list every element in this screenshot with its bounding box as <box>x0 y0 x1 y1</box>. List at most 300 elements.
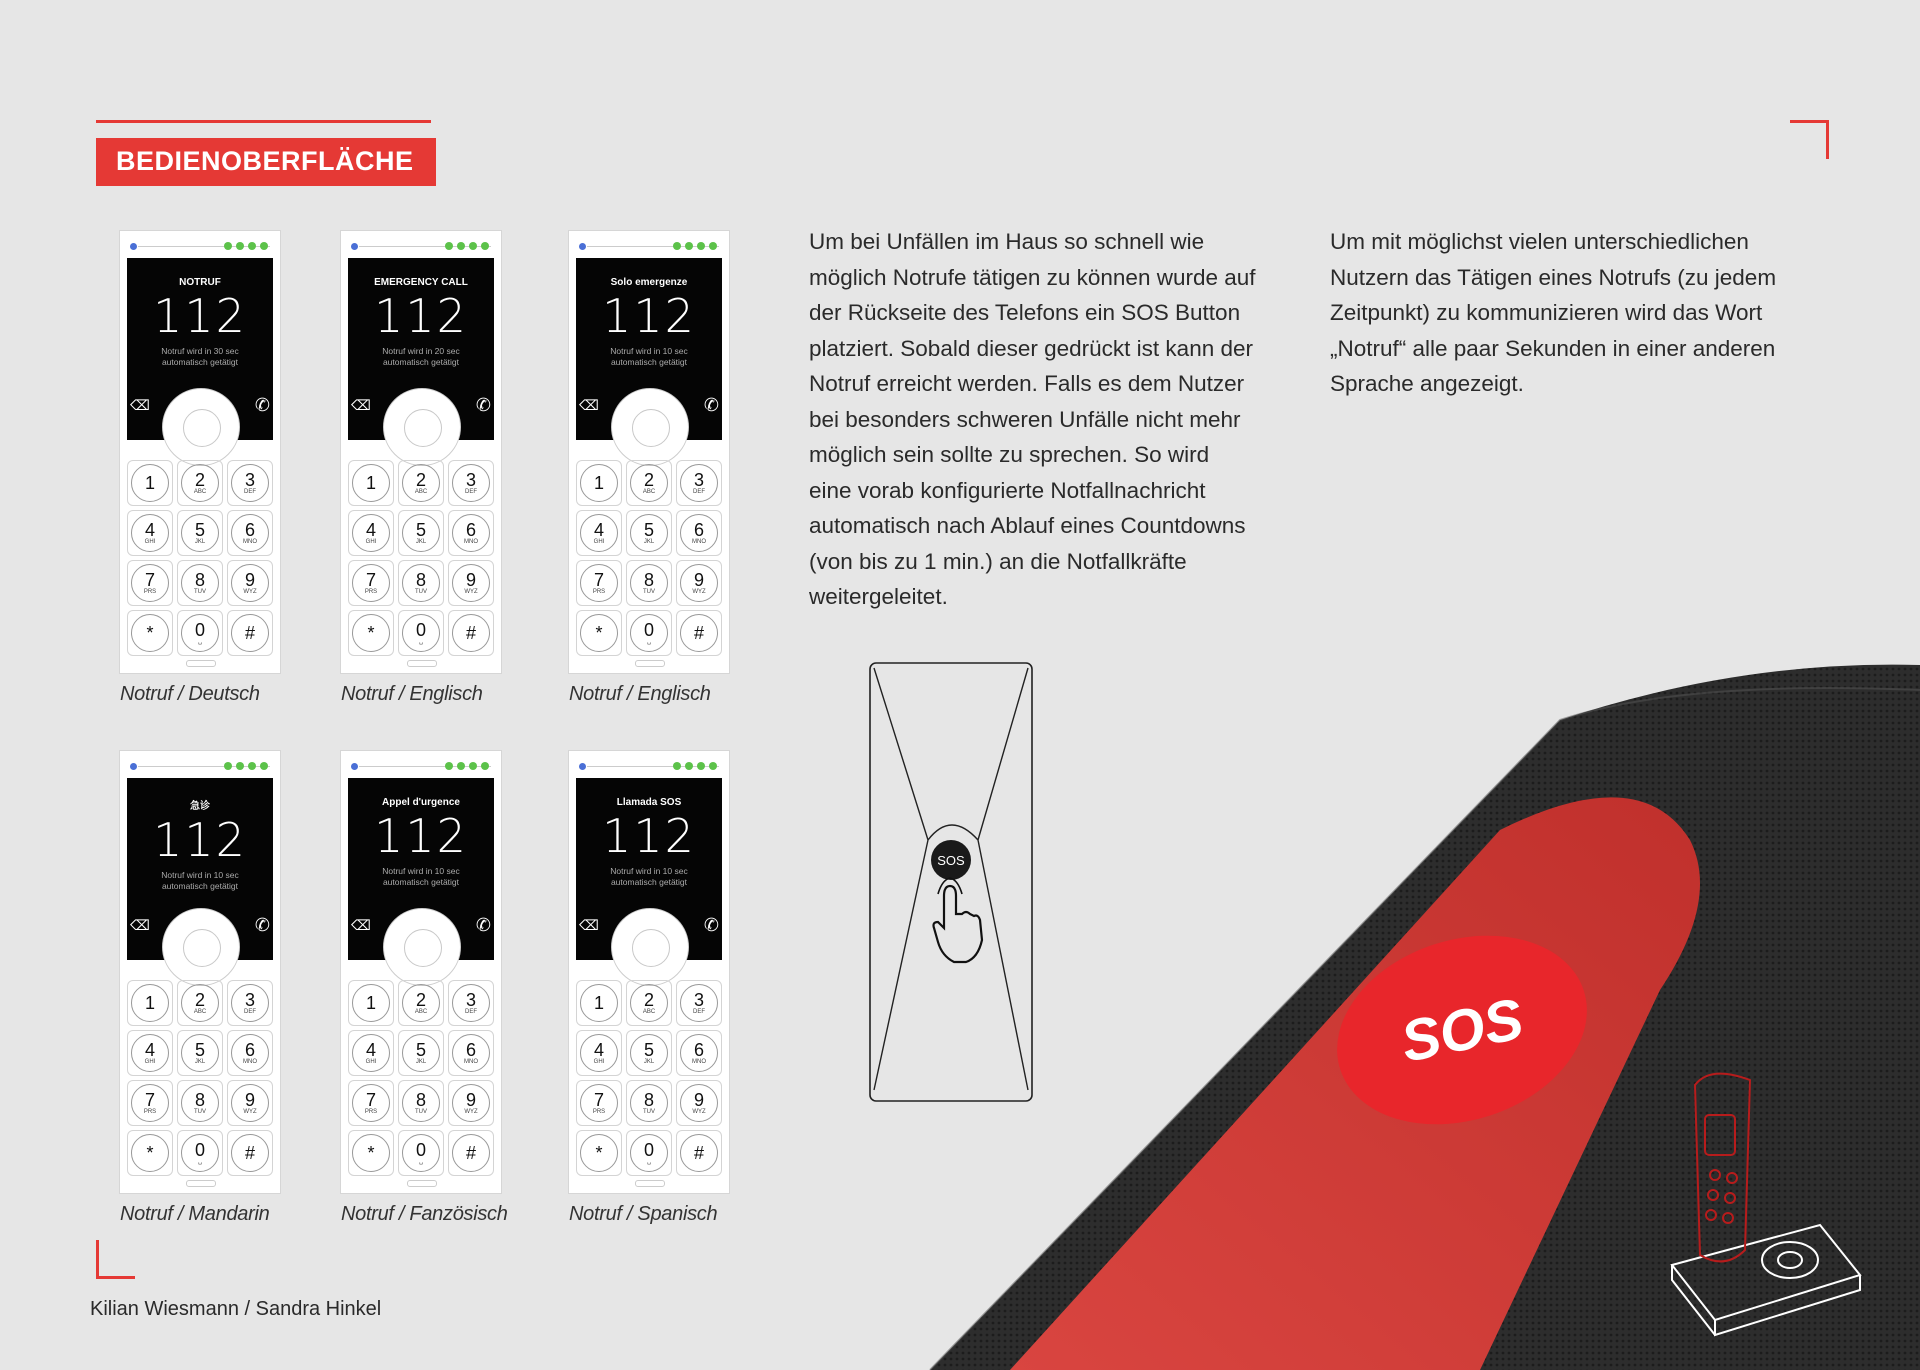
keypad-key <box>348 460 394 506</box>
key-digit: 6 <box>465 1039 476 1060</box>
keypad-key <box>448 1030 494 1076</box>
key-digit: 0 <box>415 1139 426 1160</box>
keypad-key <box>398 980 444 1026</box>
title-accent-line <box>96 120 431 123</box>
key-letters: ABC <box>193 488 207 495</box>
emergency-number: 112 <box>153 813 247 867</box>
text-line: bei besonders schweren Unfälle nicht mehr <box>809 406 1241 432</box>
phone-screen-mockup <box>120 751 280 1193</box>
key-letters: MNO <box>464 538 478 545</box>
text-line: eine vorab konfigurierte Notfallnachricht <box>809 477 1206 503</box>
key-letters: WYZ <box>464 1108 478 1115</box>
key-letters: ABC <box>642 1008 656 1015</box>
key-digit: 4 <box>593 1039 604 1060</box>
keypad-key <box>348 1080 394 1126</box>
emergency-label: Appel d'urgence <box>382 797 460 808</box>
corner-mark-top-right <box>1790 120 1829 159</box>
key-letters: GHI <box>593 538 605 545</box>
text-line: Sprache angezeigt. <box>1330 371 1524 396</box>
keypad-key <box>177 610 223 656</box>
key-letters: DEF <box>244 1008 256 1015</box>
key-letters: WYZ <box>692 1108 706 1115</box>
text-line: weitergeleitet. <box>809 584 948 609</box>
status-dots <box>445 762 489 770</box>
key-digit: 4 <box>144 1039 155 1060</box>
keypad-key <box>448 460 494 506</box>
phone-screen-mockup <box>341 751 501 1193</box>
key-digit: 8 <box>643 1089 654 1110</box>
text-line: möglich Notrufe tätigen zu können wurde auf <box>809 264 1256 290</box>
text-column-left <box>809 224 1256 615</box>
emergency-label: EMERGENCY CALL <box>374 277 468 288</box>
phone-call-icon: ✆ <box>254 395 270 415</box>
backspace-icon: ⌫ <box>130 917 150 933</box>
key-letters: ABC <box>414 1008 428 1015</box>
key-digit: 1 <box>144 993 155 1013</box>
keypad-key <box>626 460 672 506</box>
key-digit: 0 <box>194 619 205 640</box>
countdown-hint <box>576 346 722 368</box>
key-digit: 1 <box>593 473 604 493</box>
hand-pointer-icon <box>934 878 983 962</box>
keypad-key <box>127 610 173 656</box>
phone-call-icon: ✆ <box>703 395 719 415</box>
camera-dot-icon <box>579 243 586 250</box>
countdown-line: automatisch getätigt <box>610 357 688 367</box>
key-digit: 5 <box>415 1039 426 1060</box>
phone-call-icon: ✆ <box>703 915 719 935</box>
keypad-key <box>576 1130 622 1176</box>
countdown-line: Notruf wird in 10 sec <box>161 870 239 880</box>
key-letters: ABC <box>414 488 428 495</box>
key-letters: WYZ <box>243 1108 257 1115</box>
key-digit: 9 <box>465 569 476 590</box>
keypad-key <box>576 980 622 1026</box>
key-digit: * <box>595 1143 603 1163</box>
countdown-hint <box>127 346 273 368</box>
navigation-wheel <box>383 388 461 466</box>
status-dots <box>445 242 489 250</box>
key-letters: PRS <box>364 588 378 595</box>
countdown-hint <box>348 346 494 368</box>
status-dots <box>224 242 268 250</box>
keypad-key <box>127 1130 173 1176</box>
text-line: möglich sein sollte zu sprechen. So wird <box>809 442 1210 467</box>
keypad-key <box>127 460 173 506</box>
key-letters: DEF <box>693 488 705 495</box>
keypad-key <box>348 980 394 1026</box>
corner-mark-bottom-left <box>96 1240 135 1279</box>
keypad-key <box>177 980 223 1026</box>
keypad-key <box>177 560 223 606</box>
keypad-key <box>576 460 622 506</box>
key-letters: WYZ <box>243 588 257 595</box>
key-letters: PRS <box>592 588 606 595</box>
sos-back-sketch <box>866 660 1036 1105</box>
keypad-key <box>676 1080 722 1126</box>
key-digit: 9 <box>693 1089 704 1110</box>
key-digit: 7 <box>365 1089 376 1110</box>
key-digit: 2 <box>643 989 654 1010</box>
keypad-key <box>448 1080 494 1126</box>
countdown-line: Notruf wird in 30 sec <box>161 346 239 356</box>
phone-screen-mockup <box>569 751 729 1193</box>
text-line: der Rückseite des Telefons ein SOS Button <box>809 300 1241 325</box>
keypad-key <box>676 460 722 506</box>
key-digit: 7 <box>365 569 376 590</box>
key-letters: TUV <box>194 588 206 595</box>
key-digit: 1 <box>365 473 376 493</box>
key-digit: 1 <box>365 993 376 1013</box>
navigation-wheel <box>162 908 240 986</box>
key-digit: 0 <box>194 1139 205 1160</box>
key-letters: PRS <box>592 1108 606 1115</box>
keypad-key <box>348 560 394 606</box>
key-digit: 0 <box>415 619 426 640</box>
phone-call-icon: ✆ <box>475 395 491 415</box>
key-digit: 6 <box>465 519 476 540</box>
key-digit: 7 <box>144 1089 155 1110</box>
sos-button-photo-label: SOS <box>1395 985 1529 1076</box>
key-digit: 9 <box>244 569 255 590</box>
emergency-number: 112 <box>602 289 696 343</box>
keypad-key <box>227 1130 273 1176</box>
keypad-key <box>127 560 173 606</box>
keypad-key <box>177 1130 223 1176</box>
keypad <box>576 460 722 656</box>
emergency-label: 急诊 <box>190 801 210 812</box>
phone-caption: Notruf / Fanzösisch <box>341 1203 508 1225</box>
key-letters: JKL <box>194 1058 206 1065</box>
emergency-label: NOTRUF <box>179 277 221 288</box>
key-digit: 8 <box>643 569 654 590</box>
key-digit: 4 <box>593 519 604 540</box>
key-letters: DEF <box>465 1008 477 1015</box>
backspace-icon: ⌫ <box>351 917 371 933</box>
key-letters: TUV <box>194 1108 206 1115</box>
key-letters: TUV <box>415 1108 427 1115</box>
status-dots <box>673 242 717 250</box>
home-indicator <box>407 660 437 667</box>
key-digit: 1 <box>144 473 155 493</box>
key-digit: # <box>465 1143 476 1163</box>
key-letters: DEF <box>693 1008 705 1015</box>
key-letters: JKL <box>643 1058 655 1065</box>
keypad-key <box>576 610 622 656</box>
key-letters: ␣ <box>419 638 423 645</box>
keypad-key <box>676 510 722 556</box>
countdown-line: automatisch getätigt <box>382 357 460 367</box>
key-letters: GHI <box>593 1058 605 1065</box>
key-letters: GHI <box>144 538 156 545</box>
camera-dot-icon <box>351 243 358 250</box>
navigation-wheel <box>383 908 461 986</box>
backspace-icon: ⌫ <box>130 397 150 413</box>
key-digit: 5 <box>415 519 426 540</box>
home-indicator <box>407 1180 437 1187</box>
key-digit: 2 <box>643 469 654 490</box>
key-digit: * <box>146 1143 154 1163</box>
status-dots <box>224 762 268 770</box>
key-digit: 5 <box>643 519 654 540</box>
key-letters: ␣ <box>647 1158 651 1165</box>
keypad-key <box>626 510 672 556</box>
camera-dot-icon <box>351 763 358 770</box>
key-digit: 2 <box>194 989 205 1010</box>
keypad-key <box>348 1130 394 1176</box>
key-letters: TUV <box>643 588 655 595</box>
text-column-right <box>1330 224 1776 402</box>
countdown-line: automatisch getätigt <box>610 877 688 887</box>
keypad <box>576 980 722 1176</box>
countdown-line: Notruf wird in 10 sec <box>382 866 460 876</box>
key-digit: # <box>244 623 255 643</box>
key-letters: PRS <box>143 588 157 595</box>
key-letters: PRS <box>364 1108 378 1115</box>
key-letters: GHI <box>144 1058 156 1065</box>
key-digit: 0 <box>643 619 654 640</box>
key-letters: MNO <box>243 1058 257 1065</box>
key-letters: ABC <box>642 488 656 495</box>
key-digit: # <box>244 1143 255 1163</box>
countdown-line: automatisch getätigt <box>161 881 239 891</box>
key-digit: 5 <box>643 1039 654 1060</box>
emergency-number: 112 <box>602 809 696 863</box>
emergency-number: 112 <box>374 289 468 343</box>
key-digit: * <box>146 623 154 643</box>
keypad-key <box>626 1080 672 1126</box>
key-digit: 7 <box>593 1089 604 1110</box>
phone-caption: Notruf / Englisch <box>569 683 711 705</box>
key-digit: 0 <box>643 1139 654 1160</box>
keypad-key <box>448 980 494 1026</box>
countdown-hint <box>576 866 722 888</box>
keypad-key <box>626 560 672 606</box>
key-digit: 7 <box>144 569 155 590</box>
key-letters: MNO <box>692 538 706 545</box>
countdown-line: automatisch getätigt <box>161 357 239 367</box>
navigation-wheel <box>162 388 240 466</box>
keypad-key <box>227 460 273 506</box>
key-letters: WYZ <box>692 588 706 595</box>
status-dots <box>673 762 717 770</box>
camera-dot-icon <box>130 243 137 250</box>
keypad-key <box>177 460 223 506</box>
keypad-key <box>398 510 444 556</box>
phone-call-icon: ✆ <box>475 915 491 935</box>
keypad <box>127 980 273 1176</box>
navigation-wheel <box>611 908 689 986</box>
keypad-key <box>227 510 273 556</box>
key-digit: # <box>465 623 476 643</box>
emergency-number: 112 <box>374 809 468 863</box>
key-letters: MNO <box>243 538 257 545</box>
home-indicator <box>186 660 216 667</box>
key-digit: 5 <box>194 519 205 540</box>
key-digit: * <box>367 623 375 643</box>
countdown-hint <box>348 866 494 888</box>
text-line: „Notruf“ alle paar Sekunden in einer anderen <box>1330 335 1776 361</box>
key-digit: 7 <box>593 569 604 590</box>
text-line: platziert. Sobald dieser gedrückt ist kann der <box>809 335 1253 361</box>
key-letters: ␣ <box>419 1158 423 1165</box>
key-letters: DEF <box>465 488 477 495</box>
countdown-line: Notruf wird in 10 sec <box>610 346 688 356</box>
phone-call-icon: ✆ <box>254 915 270 935</box>
phone-caption: Notruf / Englisch <box>341 683 483 705</box>
text-line: automatisch nach Ablauf eines Countdowns <box>809 513 1246 538</box>
key-letters: ABC <box>193 1008 207 1015</box>
emergency-label: Llamada SOS <box>616 797 682 808</box>
key-digit: 3 <box>693 989 704 1010</box>
keypad <box>348 980 494 1176</box>
keypad-key <box>626 980 672 1026</box>
keypad-key <box>177 1030 223 1076</box>
phone-screen-mockup <box>120 231 280 673</box>
home-indicator <box>186 1180 216 1187</box>
phone-screen-mockup <box>569 231 729 673</box>
keypad-key <box>177 510 223 556</box>
key-letters: GHI <box>365 538 377 545</box>
home-indicator <box>635 1180 665 1187</box>
key-digit: 4 <box>144 519 155 540</box>
key-digit: 3 <box>244 469 255 490</box>
keypad-key <box>348 610 394 656</box>
keypad-key <box>448 610 494 656</box>
keypad-key <box>227 560 273 606</box>
text-line: Um mit möglichst vielen unterschiedlichen <box>1330 229 1749 254</box>
key-letters: TUV <box>643 1108 655 1115</box>
key-digit: 2 <box>415 469 426 490</box>
keypad-key <box>348 1030 394 1076</box>
camera-dot-icon <box>579 763 586 770</box>
key-letters: JKL <box>643 538 655 545</box>
key-digit: 6 <box>693 1039 704 1060</box>
phone-caption: Notruf / Deutsch <box>120 683 260 705</box>
text-line: Notruf erreicht werden. Falls es dem Nutzer <box>809 371 1245 396</box>
keypad-key <box>398 610 444 656</box>
backspace-icon: ⌫ <box>579 917 599 933</box>
keypad <box>127 460 273 656</box>
keypad-key <box>127 1080 173 1126</box>
keypad-key <box>448 560 494 606</box>
key-digit: # <box>693 623 704 643</box>
countdown-line: Notruf wird in 20 sec <box>382 346 460 356</box>
key-digit: 4 <box>365 519 376 540</box>
keypad <box>348 460 494 656</box>
sos-sketch-label: SOS <box>937 853 965 868</box>
key-digit: 9 <box>244 1089 255 1110</box>
keypad-key <box>448 1130 494 1176</box>
phone-screen-mockup <box>341 231 501 673</box>
page-title: BEDIENOBERFLÄCHE <box>96 138 436 186</box>
key-letters: MNO <box>464 1058 478 1065</box>
backspace-icon: ⌫ <box>351 397 371 413</box>
home-indicator <box>635 660 665 667</box>
key-digit: 4 <box>365 1039 376 1060</box>
keypad-key <box>676 980 722 1026</box>
key-digit: 3 <box>465 469 476 490</box>
camera-dot-icon <box>130 763 137 770</box>
navigation-wheel <box>611 388 689 466</box>
keypad-key <box>676 560 722 606</box>
keypad-key <box>576 510 622 556</box>
countdown-line: automatisch getätigt <box>382 877 460 887</box>
keypad-key <box>676 1030 722 1076</box>
credits: Kilian Wiesmann / Sandra Hinkel <box>90 1298 382 1320</box>
keypad-key <box>576 1080 622 1126</box>
key-digit: * <box>595 623 603 643</box>
keypad-key <box>227 980 273 1026</box>
key-digit: 3 <box>465 989 476 1010</box>
key-digit: 6 <box>244 519 255 540</box>
keypad-key <box>626 1130 672 1176</box>
key-digit: 2 <box>415 989 426 1010</box>
text-line: (von bis zu 1 min.) an die Notfallkräfte <box>809 548 1187 574</box>
key-digit: 6 <box>244 1039 255 1060</box>
key-digit: 2 <box>194 469 205 490</box>
keypad-key <box>626 610 672 656</box>
key-digit: * <box>367 1143 375 1163</box>
text-line: Zeitpunkt) zu kommunizieren wird das Wort <box>1330 300 1763 325</box>
keypad-key <box>398 1130 444 1176</box>
key-letters: JKL <box>415 1058 427 1065</box>
key-letters: DEF <box>244 488 256 495</box>
text-line: Nutzern das Tätigen eines Notrufs (zu jedem <box>1330 264 1777 290</box>
keypad-key <box>227 610 273 656</box>
backspace-icon: ⌫ <box>579 397 599 413</box>
phone-caption: Notruf / Mandarin <box>120 1203 270 1225</box>
text-line: Um bei Unfällen im Haus so schnell wie <box>809 229 1205 254</box>
key-letters: ␣ <box>198 1158 202 1165</box>
keypad-key <box>398 1030 444 1076</box>
key-digit: 8 <box>194 569 205 590</box>
key-letters: MNO <box>692 1058 706 1065</box>
key-digit: 9 <box>693 569 704 590</box>
key-letters: PRS <box>143 1108 157 1115</box>
key-digit: 6 <box>693 519 704 540</box>
keypad-key <box>398 1080 444 1126</box>
keypad-key <box>676 610 722 656</box>
key-digit: 3 <box>244 989 255 1010</box>
keypad-key <box>676 1130 722 1176</box>
key-letters: GHI <box>365 1058 377 1065</box>
keypad-key <box>177 1080 223 1126</box>
phone-caption: Notruf / Spanisch <box>569 1203 718 1225</box>
key-digit: 8 <box>415 569 426 590</box>
emergency-label: Solo emergenze <box>610 277 688 288</box>
key-letters: ␣ <box>198 638 202 645</box>
keypad-key <box>127 1030 173 1076</box>
keypad-key <box>127 980 173 1026</box>
key-digit: 5 <box>194 1039 205 1060</box>
key-digit: 8 <box>194 1089 205 1110</box>
keypad-key <box>227 1030 273 1076</box>
key-digit: 9 <box>465 1089 476 1110</box>
keypad-key <box>398 460 444 506</box>
keypad-key <box>576 560 622 606</box>
keypad-key <box>576 1030 622 1076</box>
key-digit: 8 <box>415 1089 426 1110</box>
keypad-key <box>227 1080 273 1126</box>
key-letters: ␣ <box>647 638 651 645</box>
emergency-number: 112 <box>153 289 247 343</box>
keypad-key <box>127 510 173 556</box>
countdown-line: Notruf wird in 10 sec <box>610 866 688 876</box>
key-letters: JKL <box>194 538 206 545</box>
key-letters: TUV <box>415 588 427 595</box>
key-letters: WYZ <box>464 588 478 595</box>
